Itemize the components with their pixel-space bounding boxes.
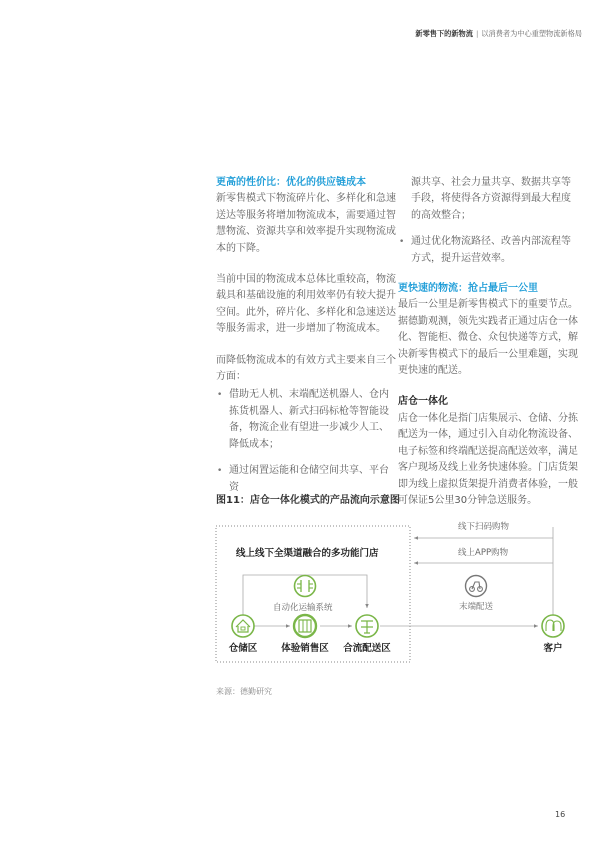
signpost-icon (356, 615, 378, 637)
header-subtitle: 以消费者为中心重塑物流新格局 (481, 29, 582, 38)
customers-icon (542, 615, 564, 637)
header-title: 新零售下的新物流 (415, 29, 473, 38)
figure-source: 来源：德勤研究 (216, 687, 272, 696)
node-label-sales: 体验销售区 (281, 643, 329, 654)
paragraph: 最后一公里是新零售模式下的重要节点。据德勤观测，领先实践者正通过店仓一体化、智能柜、微仓、众包快递等方式，解决新零售模式下的最后一公里难题，实现更快速的配送。 (398, 299, 578, 377)
node-label-delivery: 合流配送区 (343, 643, 391, 654)
scooter-icon (466, 576, 487, 597)
bullet-item: • 通过闲置运能和仓储空间共享、平台资 (216, 463, 398, 496)
bullet-continuation: 源共享、社会力量共享、数据共享等手段，将使得各方资源得到最大程度的高效整合； (411, 177, 571, 221)
section-heading-last-mile: 更快速的物流：抢占最后一公里 (398, 283, 538, 295)
last-mile-label: 末端配送 (459, 602, 494, 612)
header-separator: | (475, 29, 479, 38)
paragraph: 店仓一体化是指门店集展示、仓储、分拣配送为一体，通过引入自动化物流设备、电子标签和终端配送提高配送效率，满足客户现场及线上业务快速体验。门店货架即为线上虚拟货架提升消费者体验，一般可保证5公里30分钟急送服务。 (398, 412, 578, 506)
node-label-customer: 客户 (543, 643, 563, 654)
warehouse-icon (232, 615, 254, 637)
transport-system-icon (295, 576, 316, 597)
page-number: 16 (555, 810, 566, 819)
store-title: 线上线下全渠道融合的多功能门店 (236, 548, 379, 559)
auto-system-label: 自动化运输系统 (273, 603, 333, 613)
paragraph: 新零售模式下物流碎片化、多样化和急速送达等服务将增加物流成本，需要通过智慧物流、资源共享和效率提升实现物流成本的下降。 (216, 193, 396, 254)
section-heading-store-warehouse: 店仓一体化 (398, 396, 448, 408)
paragraph: 当前中国的物流成本总体比重较高，物流载具和基础设施的利用效率仍有较大提升空间。此外，碎片化、多样化和急速送达等服务需求，进一步增加了物流成本。 (216, 274, 396, 335)
figure-title: 图11：店仓一体化模式的产品流向示意图 (216, 495, 400, 506)
store-shelf-icon (294, 615, 316, 637)
paragraph: 而降低物流成本的有效方式主要来自三个方面： (216, 354, 396, 383)
bullet-item: • 借助无人机、末端配送机器人、仓内拣货机器人、新式扫码标枪等智能设备，物流企业有望进一步减少人工、降低成本； (216, 387, 398, 453)
online-app-label: 线上APP购物 (458, 548, 509, 558)
offline-scan-label: 线下扫码购物 (458, 522, 510, 532)
bullet-item: • 通过优化物流路径、改善内部流程等方式，提升运营效率。 (398, 234, 580, 267)
node-label-warehouse: 仓储区 (228, 643, 258, 654)
section-heading-cost: 更高的性价比：优化的供应链成本 (216, 177, 366, 188)
